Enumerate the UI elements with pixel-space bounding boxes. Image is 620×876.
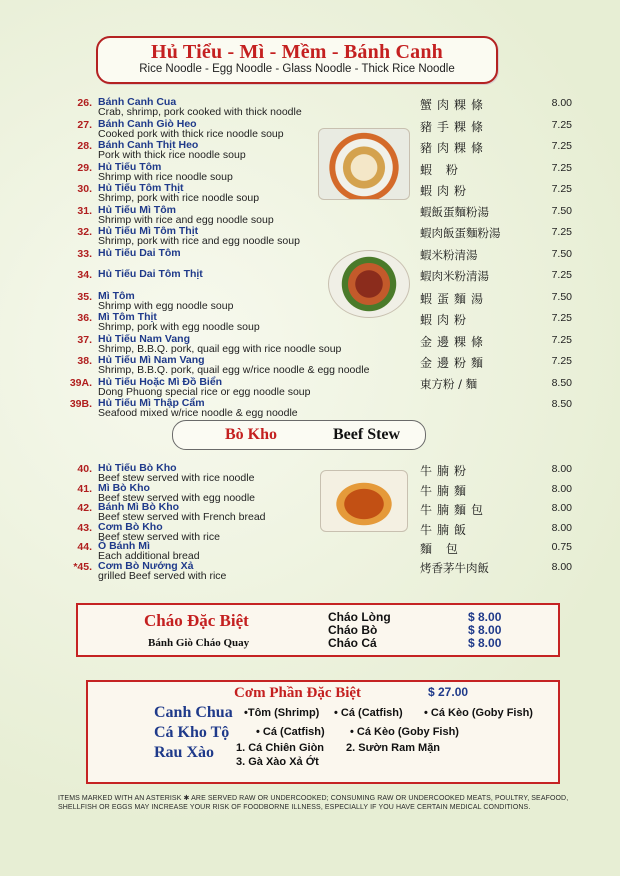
- item-price: 8.00: [551, 521, 572, 534]
- item-chinese-name: 金邊粉麵: [420, 356, 489, 370]
- chao-price: $ 8.00: [468, 610, 502, 624]
- item-chinese-name: 蝦肉米粉清湯: [420, 269, 489, 283]
- item-price: 7.50: [551, 204, 572, 217]
- chao-subtitle: Bánh Giò Cháo Quay: [148, 637, 250, 649]
- item-description: Each additional bread: [98, 550, 200, 562]
- item-name: Hủ Tiếu Mì Thập Cẩm: [98, 397, 205, 409]
- item-number: 26.: [77, 97, 92, 109]
- menu-item: [0, 96, 620, 118]
- item-price: 8.00: [551, 502, 572, 514]
- item-chinese-name: 蝦米粉清湯: [420, 247, 478, 262]
- item-chinese-name: 蟹肉粿條: [420, 98, 489, 112]
- menu-item: [0, 560, 620, 582]
- item-name: Bánh Canh Thịt Heo: [98, 139, 199, 151]
- chao-item: Cháo Cá: [328, 636, 377, 650]
- item-description: grilled Beef served with rice: [98, 569, 227, 582]
- item-chinese-name: 蝦 粉: [420, 162, 463, 177]
- com-option: 2. Sườn Ram Mặn: [346, 742, 441, 754]
- menu-item: [0, 118, 620, 140]
- item-description: Shrimp with rice noodle soup: [98, 170, 233, 183]
- item-description: Shrimp, B.B.Q. pork, quail egg with rice noodle soup: [98, 342, 342, 355]
- item-chinese-name: 牛腩麵: [420, 483, 472, 498]
- menu-item: [0, 139, 620, 161]
- item-description: Seafood mixed w/rice noodle & egg noodle: [98, 407, 298, 419]
- item-number: 28.: [77, 140, 92, 152]
- item-name: Hủ Tiếu Dai Tôm: [98, 246, 181, 259]
- item-number: 39A.: [69, 376, 92, 389]
- item-number: 41.: [77, 482, 92, 495]
- item-number: 31.: [77, 204, 92, 217]
- item-description: Shrimp, pork with rice and egg noodle soup: [98, 235, 300, 247]
- item-name: Ô Bánh Mì: [98, 540, 150, 552]
- beef-stew-header: [172, 420, 426, 450]
- menu-item: [0, 376, 620, 398]
- item-description: Beef stew served with rice: [98, 530, 220, 543]
- chao-item: Cháo Lòng: [328, 610, 391, 624]
- item-price: 8.50: [551, 376, 572, 389]
- menu-item: [0, 182, 620, 204]
- chao-item: Cháo Bò: [328, 623, 378, 637]
- menu-item: [0, 225, 620, 247]
- com-option: • Cá (Catfish): [256, 726, 325, 738]
- menu-item: [0, 161, 620, 183]
- section-subtitle: Rice Noodle - Egg Noodle - Glass Noodle - Thick Rice Noodle: [139, 63, 455, 75]
- item-number: 36.: [77, 312, 92, 324]
- item-chinese-name: 牛腩粉: [420, 464, 472, 478]
- item-name: Mì Tôm: [98, 289, 135, 302]
- item-chinese-name: 牛腩麵包: [420, 503, 489, 517]
- item-chinese-name: 烤香茅牛肉飯: [420, 560, 489, 575]
- menu-item: [0, 290, 620, 312]
- item-description: Shrimp, B.B.Q. pork, quail egg w/rice noodle & egg noodle: [98, 364, 370, 376]
- item-chinese-name: 麵 包: [420, 542, 463, 556]
- item-price: 7.25: [551, 333, 572, 346]
- menu-item: [0, 247, 620, 269]
- item-name: Hủ Tiếu Hoặc Mì Đồ Biển: [98, 375, 223, 388]
- item-description: Beef stew served with French bread: [98, 511, 266, 523]
- menu-item: [0, 397, 620, 419]
- item-description: Dong Phuong special rice or egg noodle soup: [98, 385, 311, 398]
- item-description: Shrimp with egg noodle soup: [98, 299, 234, 312]
- item-chinese-name: 蝦肉粉: [420, 184, 472, 198]
- com-title: Cơm Phần Đặc Biệt: [234, 685, 362, 701]
- item-name: Hủ Tiếu Bò Kho: [98, 462, 177, 474]
- menu-item: [0, 354, 620, 376]
- item-description: Shrimp with rice and egg noodle soup: [98, 213, 274, 226]
- item-chinese-name: 金邊粿條: [420, 334, 489, 349]
- com-label-ca-kho-to: Cá Kho Tộ: [154, 724, 230, 741]
- item-number: 44.: [77, 541, 92, 553]
- item-name: Cơm Bò Nướng Xả: [98, 559, 194, 572]
- item-description: Beef stew served with egg noodle: [98, 491, 256, 504]
- item-number: 32.: [77, 226, 92, 238]
- com-option: • Cá Kèo (Goby Fish): [350, 726, 459, 738]
- item-price: 8.00: [551, 560, 572, 573]
- com-special-box: [86, 680, 560, 784]
- section-header: [96, 36, 498, 84]
- chao-price: $ 8.00: [468, 636, 502, 650]
- item-chinese-name: 蝦肉飯蛋麵粉湯: [420, 226, 501, 240]
- item-price: 7.25: [551, 183, 572, 195]
- item-price: 0.75: [551, 541, 572, 553]
- chao-price: $ 8.00: [468, 623, 502, 637]
- item-chinese-name: 豬肉粿條: [420, 141, 489, 155]
- item-price: 8.50: [551, 398, 572, 410]
- item-number: 34.: [77, 269, 92, 281]
- item-name: Hủ Tiếu Nam Vang: [98, 332, 190, 345]
- item-price: 7.25: [551, 118, 572, 131]
- item-price: 7.25: [551, 269, 572, 281]
- item-chinese-name: 豬手粿條: [420, 119, 489, 134]
- item-number: 29.: [77, 161, 92, 174]
- com-label-rau-xao: Rau Xào: [154, 744, 215, 761]
- item-number: 33.: [77, 247, 92, 260]
- com-option: 3. Gà Xào Xả Ớt: [236, 756, 319, 768]
- item-name: Hủ Tiếu Mì Tôm Thịt: [98, 225, 199, 237]
- menu-item: [0, 333, 620, 355]
- item-name: Hủ Tiếu Mì Tôm: [98, 203, 176, 216]
- item-price: 8.00: [551, 97, 572, 109]
- com-label-canh-chua: Canh Chua: [154, 704, 233, 721]
- item-name: Mì Bò Kho: [98, 481, 150, 494]
- item-chinese-name: 蝦肉粉: [420, 313, 472, 327]
- com-option: • Cá (Catfish): [334, 707, 403, 719]
- item-description: Beef stew served with rice noodle: [98, 472, 255, 484]
- beef-title-en: Beef Stew: [333, 426, 401, 443]
- item-description: Pork with thick rice noodle soup: [98, 149, 246, 161]
- item-price: 7.50: [551, 247, 572, 260]
- item-chinese-name: 牛腩飯: [420, 522, 472, 537]
- item-price: 7.25: [551, 312, 572, 324]
- item-name: Mì Tôm Thịt: [98, 311, 157, 323]
- item-number: 27.: [77, 118, 92, 131]
- item-number: 30.: [77, 183, 92, 195]
- item-name: Hủ Tiếu Tôm Thịt: [98, 182, 184, 194]
- menu-item: [0, 311, 620, 333]
- item-number: 42.: [77, 502, 92, 514]
- chao-special-box: [76, 603, 560, 657]
- menu-item: [0, 204, 620, 226]
- com-option: •Tôm (Shrimp): [244, 707, 320, 719]
- item-price: 8.00: [551, 463, 572, 475]
- food-safety-disclaimer: ITEMS MARKED WITH AN ASTERISK ✱ ARE SERVED RAW OR UNDERCOOKED; CONSUMING RAW OR UNDERCOOKED MEATS, POULTRY, SEAFOOD, SHELLFISH OR EGGS MAY INCREASE YOUR RISK OF FOODBORNE ILLNESS, ESPECIALLY IF YOU HAVE CERTAIN MEDICAL CONDITIONS.: [58, 795, 569, 811]
- section-title: Hủ Tiểu - Mì - Mềm - Bánh Canh: [151, 41, 443, 63]
- item-price: 7.50: [551, 290, 572, 303]
- item-number: 43.: [77, 521, 92, 534]
- item-description: Crab, shrimp, pork cooked with thick noodle: [98, 106, 302, 118]
- item-name: Bánh Mì Bò Kho: [98, 501, 180, 513]
- item-number: 35.: [77, 290, 92, 303]
- item-chinese-name: 蝦飯蛋麵粉湯: [420, 204, 489, 219]
- item-name: Hủ Tiếu Dai Tôm Thịt: [98, 268, 203, 280]
- item-description: Shrimp, pork with rice noodle soup: [98, 192, 260, 204]
- item-chinese-name: 東方粉 / 麵: [420, 376, 478, 391]
- item-number: 38.: [77, 355, 92, 367]
- item-price: 7.25: [551, 355, 572, 367]
- item-name: Bánh Canh Cua: [98, 96, 177, 108]
- menu-item: [0, 268, 620, 290]
- item-number: *45.: [73, 560, 92, 573]
- com-option: 1. Cá Chiên Giòn: [236, 742, 325, 754]
- item-number: 37.: [77, 333, 92, 346]
- com-option: • Cá Kèo (Goby Fish): [424, 707, 533, 719]
- item-name: Bánh Canh Giò Heo: [98, 117, 197, 130]
- item-description: Shrimp, pork with egg noodle soup: [98, 321, 260, 333]
- com-price: $ 27.00: [428, 685, 469, 699]
- item-name: Cơm Bò Kho: [98, 520, 163, 533]
- item-name: Hủ Tiếu Tôm: [98, 160, 162, 173]
- item-number: 40.: [77, 463, 92, 475]
- item-price: 8.00: [551, 482, 572, 495]
- item-price: 7.25: [551, 140, 572, 152]
- item-name: Hủ Tiếu Mì Nam Vang: [98, 354, 205, 366]
- item-description: Cooked pork with thick rice noodle soup: [98, 127, 284, 140]
- beef-title-vn: Bò Kho: [225, 426, 278, 443]
- item-price: 7.25: [551, 226, 572, 238]
- item-price: 7.25: [551, 161, 572, 174]
- item-number: 39B.: [69, 398, 92, 410]
- chao-title: Cháo Đặc Biệt: [144, 611, 249, 630]
- item-chinese-name: 蝦蛋麵湯: [420, 291, 489, 306]
